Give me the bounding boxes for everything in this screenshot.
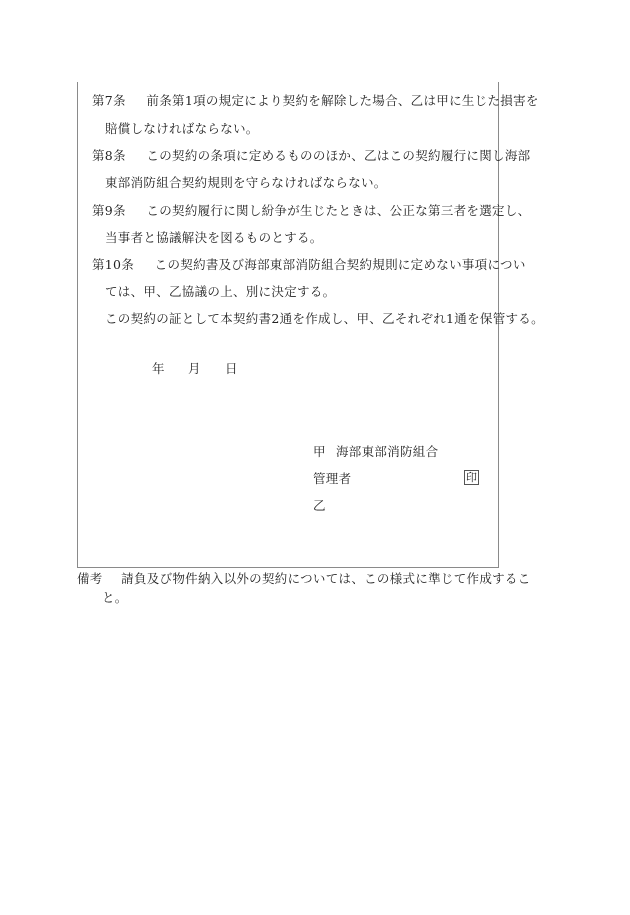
article-9-text: この契約履行に関し紛争が生じたときは、公正な第三者を選定し、 xyxy=(146,203,531,218)
article-9-line-2: 当事者と協議解決を図るものとする。 xyxy=(105,230,323,245)
article-8-line-1 xyxy=(92,148,530,164)
party-a-name: 海部東部消防組合 xyxy=(336,444,439,459)
article-10-line-2: ては、甲、乙協議の上、別に決定する。 xyxy=(105,284,336,299)
party-a-label: 甲 xyxy=(313,444,326,459)
article-7-line-1 xyxy=(92,93,539,109)
article-7-number: 第7条 xyxy=(92,93,126,108)
article-10-number: 第10条 xyxy=(92,257,135,272)
remarks-line-2: と。 xyxy=(102,590,128,605)
date-day-label: 日 xyxy=(225,361,238,376)
article-8-line-2: 東部消防組合契約規則を守らなければならない。 xyxy=(105,175,387,190)
remarks-text: 請負及び物件納入以外の契約については、この様式に準じて作成するこ xyxy=(121,571,531,586)
administrator-label: 管理者 xyxy=(313,471,352,486)
article-8-text: この契約の条項に定めるもののほか、乙はこの契約履行に関し海部 xyxy=(146,148,531,163)
remarks-line-1 xyxy=(77,571,531,587)
remarks-label: 備考 xyxy=(77,571,103,586)
article-9-number: 第9条 xyxy=(92,203,126,218)
article-10-line-1 xyxy=(92,257,526,273)
article-10-text: この契約書及び海部東部消防組合契約規則に定めない事項につい xyxy=(154,257,526,272)
closing-statement: この契約の証として本契約書2通を作成し、甲、乙それぞれ1通を保管する。 xyxy=(105,311,544,326)
article-8-number: 第8条 xyxy=(92,148,126,163)
date-year-label: 年 xyxy=(152,361,165,376)
date-month-label: 月 xyxy=(188,361,201,376)
article-7-text: 前条第1項の規定により契約を解除した場合、乙は甲に生じた損害を xyxy=(146,93,539,108)
party-b-label: 乙 xyxy=(313,498,326,513)
article-9-line-1 xyxy=(92,203,530,219)
seal-mark: 印 xyxy=(466,471,477,484)
article-7-line-2: 賠償しなければならない。 xyxy=(105,121,259,136)
